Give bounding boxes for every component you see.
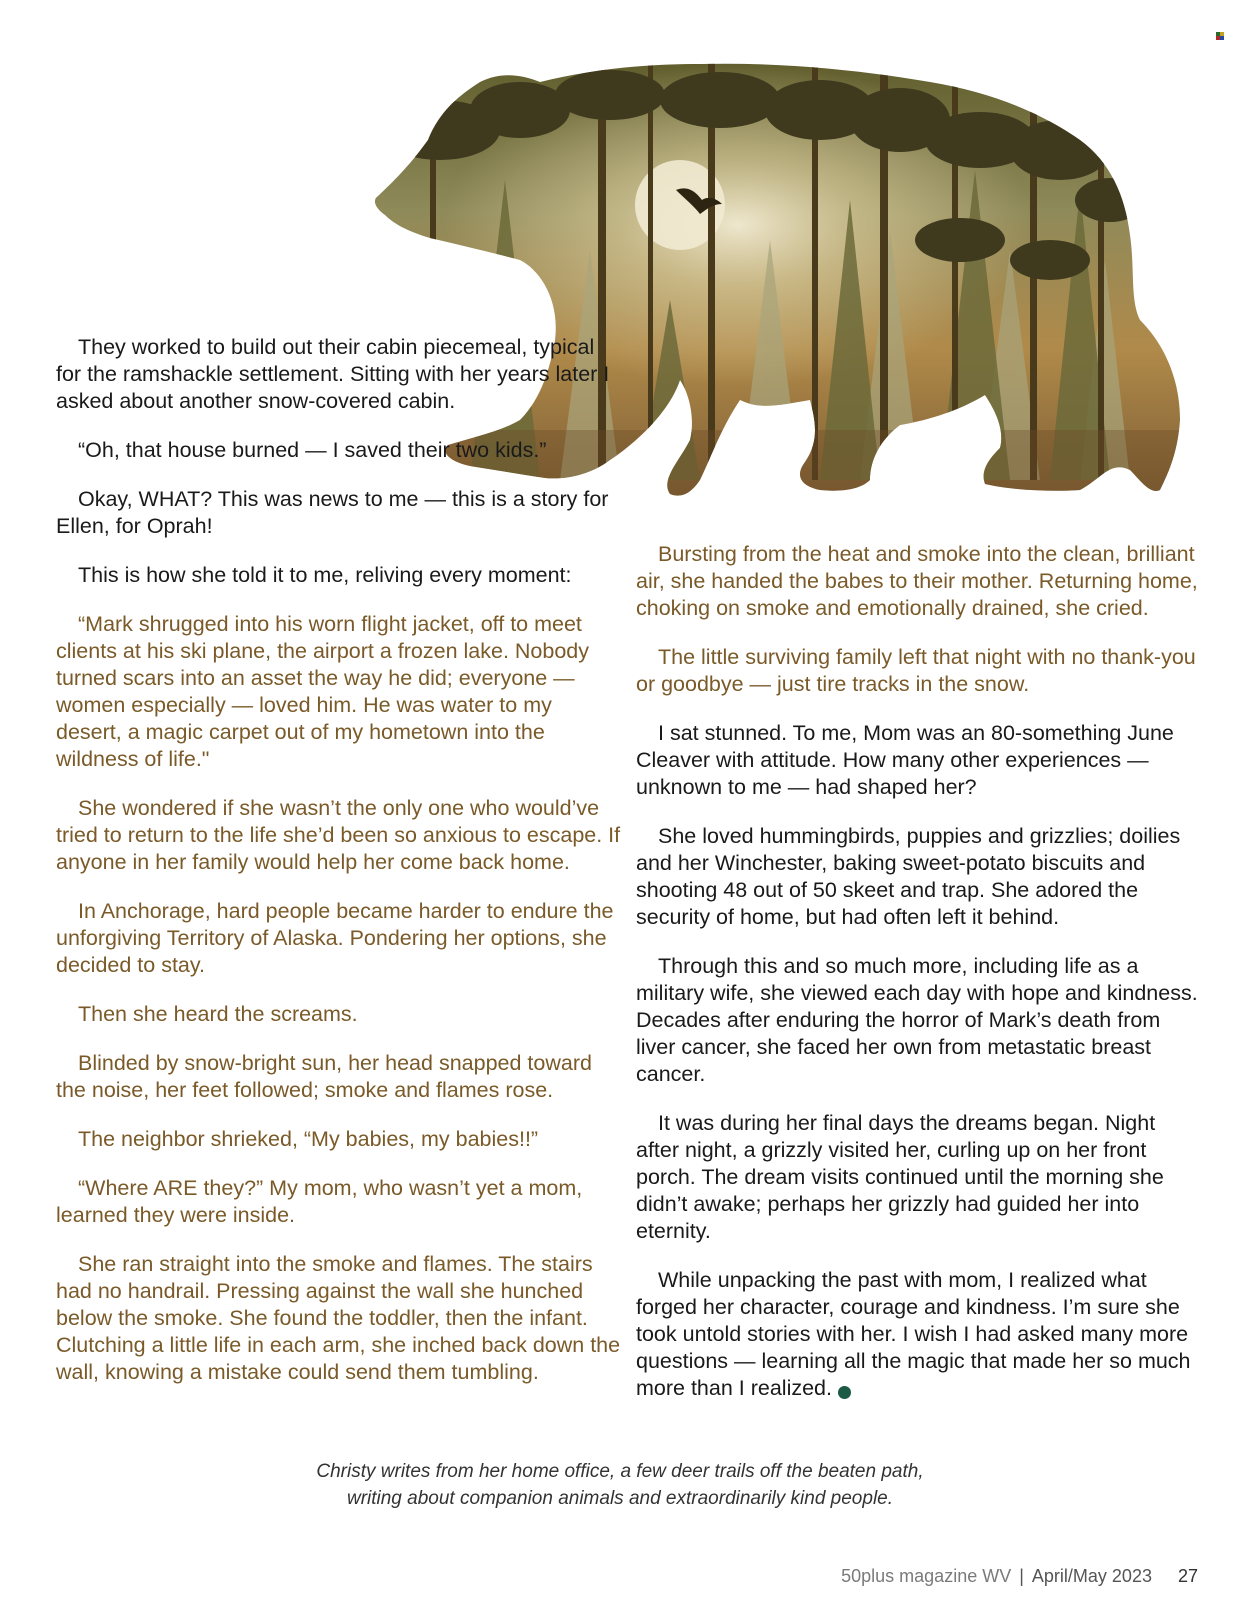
end-of-story-dot-icon (838, 1386, 851, 1399)
paragraph: Blinded by snow-bright sun, her head snapped toward the noise, her feet followed; smoke and flames rose. (56, 1051, 592, 1102)
paragraph-text: While unpacking the past with mom, I realized what forged her character, courage and kindness. I’m sure she took untold stories with her. I wish I had asked many more questions — learning all the magic that made her so much more than I realized. (636, 1268, 1191, 1400)
footer-separator: | (1019, 1566, 1024, 1586)
paragraph: They worked to build out their cabin piecemeal, typical for the ramshackle settlement. Sitting with her years later I asked about another snow-covered cabin. (56, 335, 610, 413)
paragraph: Bursting from the heat and smoke into the clean, brilliant air, she handed the babes to their mother. Returning home, choking on smoke and emotionally drained, she cried. (636, 542, 1198, 620)
right-column (636, 541, 1201, 1424)
byline-line: Christy writes from her home office, a few deer trails off the beaten path, (316, 1461, 924, 1482)
paragraph: Okay, WHAT? This was news to me — this is a story for Ellen, for Oprah! (56, 487, 609, 538)
paragraph: “Mark shrugged into his worn flight jacket, off to meet clients at his ski plane, the airport a frozen lake. Nobody turned scars into an asset the way he did; everyone — women especially — loved him. He was water to my desert, a magic carpet out of my hometown into the wildness of life." (56, 612, 590, 771)
paragraph: “Oh, that house burned — I saved their two kids.” (78, 438, 547, 462)
paragraph: The little surviving family left that night with no thank-you or goodbye — just tire tracks in the snow. (636, 645, 1196, 696)
author-byline (200, 1458, 1040, 1512)
paragraph: She loved hummingbirds, puppies and grizzlies; doilies and her Winchester, baking sweet-potato biscuits and shooting 48 out of 50 skeet and trap. She adored the security of home, but had often left it behind. (636, 824, 1181, 929)
paragraph: I sat stunned. To me, Mom was an 80-something June Cleaver with attitude. How many other experiences — unknown to me — had shaped her? (636, 721, 1174, 799)
paragraph: This is how she told it to me, reliving every moment: (78, 563, 572, 587)
paragraph: Then she heard the screams. (78, 1002, 358, 1026)
paragraph: The neighbor shrieked, “My babies, my babies!!” (78, 1127, 539, 1151)
publication-name: 50plus magazine WV (841, 1566, 1012, 1586)
paragraph: It was during her final days the dreams began. Night after night, a grizzly visited her, curling up on her front porch. The dream visits continued until the morning she didn’t awake; perhaps her grizzly had guided her into eternity. (636, 1111, 1164, 1243)
paragraph: In Anchorage, hard people became harder to endure the unforgiving Territory of Alaska. Pondering her options, she decided to stay. (56, 899, 614, 977)
page-number: 27 (1177, 1566, 1198, 1586)
final-paragraph (636, 1267, 1201, 1402)
paragraph: She ran straight into the smoke and flames. The stairs had no handrail. Pressing against the wall she hunched below the smoke. She found the toddler, then the infant. Clutching a little life in each arm, she inched back down the wall, knowing a mistake could send them tumbling. (56, 1252, 621, 1384)
paragraph: “Where ARE they?” My mom, who wasn’t yet a mom, learned they were inside. (56, 1176, 583, 1227)
corner-mark-icon (1216, 32, 1224, 40)
paragraph: Through this and so much more, including life as a military wife, she viewed each day with hope and kindness. Decades after enduring the horror of Mark’s death from liver cancer, she faced her own from metastatic breast cancer. (636, 954, 1198, 1086)
page-footer (841, 1566, 1198, 1587)
issue-date: April/May 2023 (1031, 1566, 1152, 1586)
paragraph: She wondered if she wasn’t the only one who would’ve tried to return to the life she’d been so anxious to escape. If anyone in her family would help her come back home. (56, 796, 621, 874)
left-column (56, 334, 621, 1408)
byline-line: writing about companion animals and extraordinarily kind people. (346, 1488, 894, 1509)
